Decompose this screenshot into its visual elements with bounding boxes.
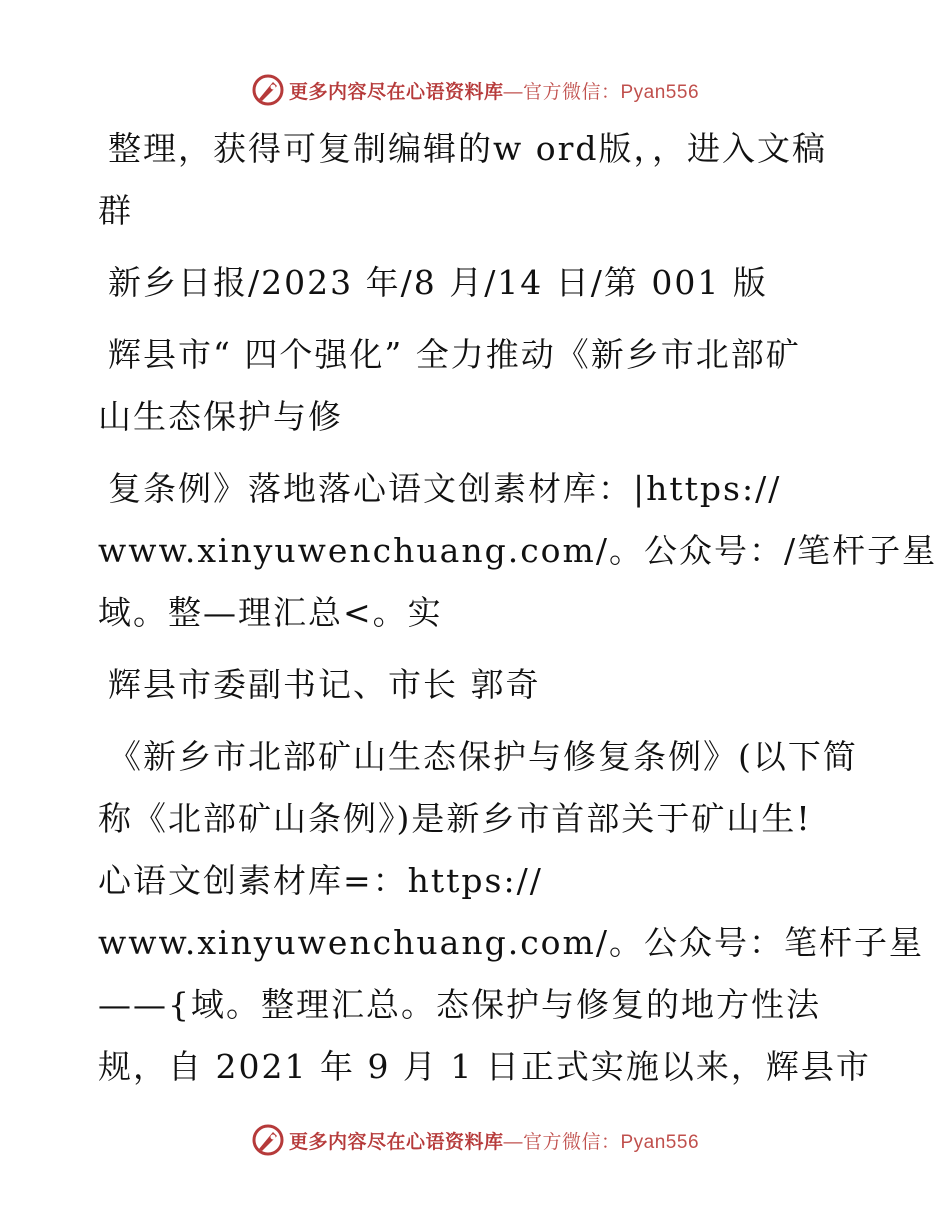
text-line: 复条例》落地落心语文创素材库：|https:// bbox=[108, 469, 782, 508]
text-line: 规，自 2021 年 9 月 1 日正式实施以来，辉县市 bbox=[98, 1047, 871, 1086]
text-line: 称《北部矿山条例》)是新乡市首部关于矿山生! bbox=[98, 799, 812, 838]
header-banner[interactable] bbox=[0, 70, 950, 110]
text-line: 《新乡市北部矿山生态保护与修复条例》(以下简 bbox=[108, 737, 858, 776]
document-body bbox=[98, 118, 938, 1098]
banner-text: 更多内容尽在心语资料库 bbox=[288, 1130, 504, 1153]
pen-nib-icon bbox=[251, 1123, 285, 1157]
text-line: www.xinyuwenchuang.com/。公众号：/笔杆子星 bbox=[98, 531, 938, 570]
banner-handle: —官方微信：Pyan556 bbox=[503, 1131, 700, 1153]
text-line: 山生态保护与修 bbox=[98, 397, 343, 436]
text-line: 心语文创素材库=：https:// bbox=[98, 861, 543, 900]
text-line: 域。整—理汇总<。实 bbox=[98, 593, 443, 632]
text-line: 新乡日报/2023 年/8 月/14 日/第 001 版 bbox=[108, 263, 768, 302]
text-line: www.xinyuwenchuang.com/。公众号：笔杆子星 bbox=[98, 923, 924, 962]
footer-banner[interactable] bbox=[0, 1120, 950, 1160]
text-line: 辉县市“ 四个强化” 全力推动《新乡市北部矿 bbox=[108, 335, 801, 374]
text-line: 整理，获得可复制编辑的w ord版，，进入文稿 bbox=[108, 129, 828, 168]
text-line: 辉县市委副书记、市长 郭奇 bbox=[108, 665, 541, 704]
text-line: ——{域。整理汇总。态保护与修复的地方性法 bbox=[98, 985, 821, 1024]
banner-handle: —官方微信：Pyan556 bbox=[503, 81, 700, 103]
pen-nib-icon bbox=[251, 73, 285, 107]
text-line: 群 bbox=[98, 191, 133, 230]
banner-text: 更多内容尽在心语资料库 bbox=[288, 80, 504, 103]
